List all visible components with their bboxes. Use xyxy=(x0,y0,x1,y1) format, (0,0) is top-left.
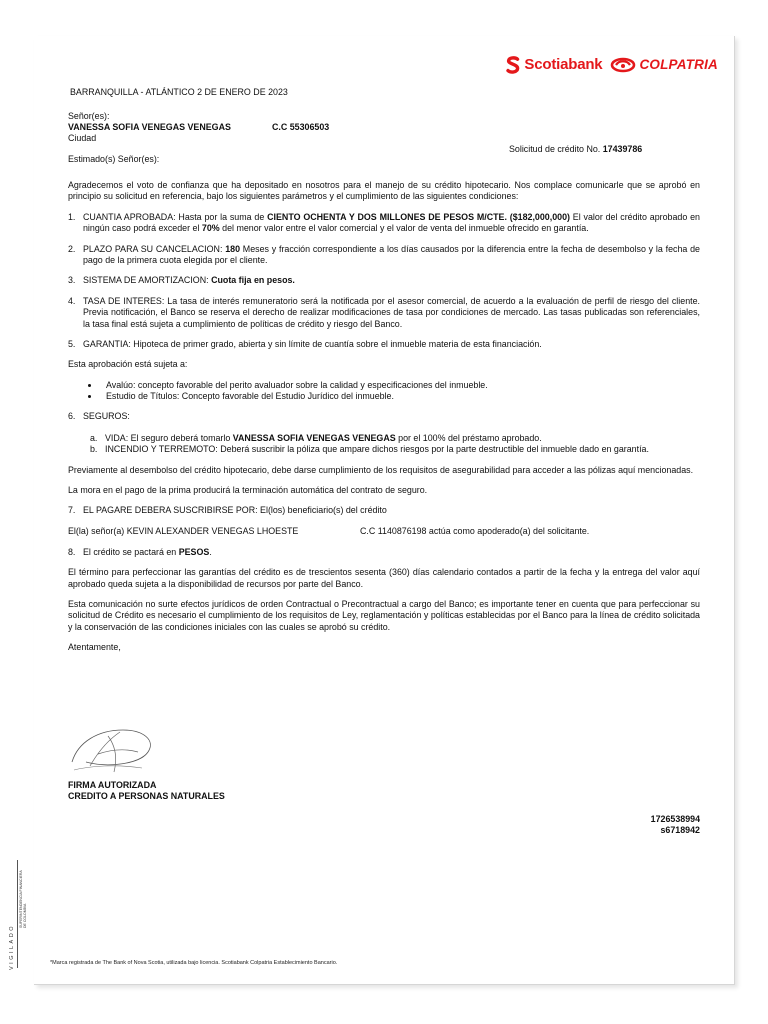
insured-name: VANESSA SOFIA VENEGAS VENEGAS xyxy=(232,432,396,443)
item-tasa xyxy=(68,296,700,330)
credit-request xyxy=(509,144,642,155)
bank-logos xyxy=(506,55,718,74)
attorney-line xyxy=(68,526,700,538)
item-text xyxy=(83,212,700,235)
reference-code: 1726538994 xyxy=(650,814,700,824)
scotiabank-logo xyxy=(506,55,602,74)
seguro-vida xyxy=(68,433,700,444)
item-number: 1. xyxy=(68,211,76,222)
list-item: • Avalúo: concepto favorable del perito avaluador sobre la calidad y especificaciones del inmueble. xyxy=(100,380,700,391)
item-plazo xyxy=(68,244,700,267)
text: PLAZO PARA SU CANCELACION: xyxy=(83,243,226,254)
scotiabank-s-icon xyxy=(506,56,520,74)
item-seguros xyxy=(68,411,700,422)
text: por el 100% del préstamo aprobado. xyxy=(395,432,542,443)
greeting: Estimado(s) Señor(es): xyxy=(68,154,160,164)
approval-subject: Esta aprobación está sujeta a: xyxy=(68,359,188,370)
text: del menor valor entre el valor comercial y el valor de venta del inmueble ofrecido en garantía. xyxy=(219,223,589,234)
percentage: 70% xyxy=(201,223,220,234)
item-letter: a. xyxy=(90,432,98,443)
text: VIDA: El seguro deberá tomarlo xyxy=(105,432,233,443)
item-number: 3. xyxy=(68,275,76,286)
list-item: • Estudio de Títulos: Concepto favorable del Estudio Jurídico del inmueble. xyxy=(100,391,700,402)
seguro-incendio xyxy=(68,444,700,455)
paragraph-termino: El término para perfeccionar las garantías del crédito es de trescientos sesenta (360) días calendario contados a partir de la fecha y la entrega del valor aquí aprobado queda sujeta a la disponibilidad de recursos por parte del Banco. xyxy=(68,567,700,589)
colpatria-wordmark: COLPATRIA xyxy=(639,56,718,72)
text: SISTEMA DE AMORTIZACION: xyxy=(83,275,212,286)
text: . xyxy=(209,546,212,557)
superfin-line: SUPERINTENDENCIA FINANCIERA xyxy=(19,870,23,928)
reference-codes xyxy=(651,814,700,837)
scotiabank-wordmark: Scotiabank xyxy=(524,56,603,73)
item-text: GARANTIA: Hipoteca de primer grado, abierta y sin límite de cuantía sobre el inmueble materia de esta financiación. xyxy=(83,338,542,349)
vigilado-mark: VIGILADO xyxy=(9,924,15,970)
item-letter: b. xyxy=(90,444,98,455)
item-number: 5. xyxy=(68,338,76,349)
text: El crédito se pactará en xyxy=(83,546,179,557)
letter-body xyxy=(68,180,700,654)
reference-code: s6718942 xyxy=(660,825,700,836)
item-garantia xyxy=(68,339,700,350)
item-cuantia xyxy=(68,212,700,235)
text: Meses y fracción correspondiente a los días causados por la diferencia entre la fecha de desembolso y la fecha de pago de la primera cuota elegida por el cliente. xyxy=(83,243,700,265)
item-number: 6. xyxy=(68,411,76,422)
item-number: 4. xyxy=(68,295,76,306)
text: El valor del crédito aprobado en ningún caso podrá exceder el xyxy=(83,211,700,234)
superfin-line: DE COLOMBIA xyxy=(23,903,28,928)
item-text xyxy=(83,244,700,267)
item-number: 2. xyxy=(68,243,76,254)
superfinanciera-mark xyxy=(19,870,27,928)
item-moneda xyxy=(68,547,700,558)
text: CUANTIA APROBADA: Hasta por la suma de xyxy=(83,211,268,222)
item-amortizacion xyxy=(68,275,700,286)
paragraph-mora: La mora en el pago de la prima producirá la terminación automática del contrato de seguro. xyxy=(68,485,428,496)
closing: Atentamente, xyxy=(68,642,121,653)
item-text: EL PAGARE DEBERA SUSCRIBIRSE POR: El(los) beneficiario(s) del crédito xyxy=(83,505,387,516)
credit-request-number: 17439786 xyxy=(602,144,643,154)
item-number: 7. xyxy=(68,505,76,516)
attorney-name: El(la) señor(a) KEVIN ALEXANDER VENEGAS LHOESTE xyxy=(68,525,299,536)
item-text: INCENDIO Y TERREMOTO: Deberá suscribir la póliza que ampare dichos riesgos por la parte destructible del inmueble dado en garantía. xyxy=(105,444,649,455)
place-date: BARRANQUILLA - ATLÁNTICO 2 DE ENERO DE 2023 xyxy=(70,87,288,97)
paragraph-desembolso: Previamente al desembolso del crédito hipotecario, debe darse cumplimiento de los requisitos de asegurabilidad para acceder a las pólizas aquí mencionadas. xyxy=(68,464,694,475)
paragraph-comunicacion: Esta comunicación no surte efectos jurídicos de orden Contractual o Precontractual a cargo del Banco; es importante tener en cuenta que para perfeccionar su solicitud de Crédito es necesario el cumplimiento de los requisitos de Ley, reglamentación y políticas establecidas por el Banco para la línea de crédito solicitada y la conservación de las condiciones iniciales con las cuales se aprobó su crédito. xyxy=(68,598,700,632)
item-text xyxy=(105,433,542,444)
conditions-list xyxy=(68,380,700,403)
item-pagare xyxy=(68,505,700,516)
handwritten-signature xyxy=(68,722,158,782)
item-text xyxy=(83,275,700,286)
footer-note: *Marca registrada de The Bank of Nova Scotia, utilizada bajo licencia. Scotiabank Colpatria Establecimiento Bancario. xyxy=(50,960,338,966)
vigilado-divider xyxy=(17,860,18,968)
item-text: TASA DE INTERES: La tasa de interés remuneratorio será la notificada por el asesor comercial, de acuerdo a la evaluación de perfil de riesgo del cliente. Previa notificación, el Banco se reserva el derecho de realizar modificaciones de tasa por condiciones de mercado. Las tasas publicadas son referenciales, la tasa final está sujeta a cumplimiento de políticas de crédito y riesgo del Banco. xyxy=(83,295,700,329)
addressee-id: C.C 55306503 xyxy=(272,122,330,132)
item-number: 8. xyxy=(68,546,76,557)
colpatria-swirl-icon xyxy=(610,57,636,73)
intro-paragraph: Agradecemos el voto de confianza que ha depositado en nosotros para el manejo de su crédito hipotecario. Nos complace comunicarle que se aprobó en principio su solicitud en referencia, bajo los siguientes parámetros y el cumplimiento de las siguientes condiciones: xyxy=(68,180,700,202)
term-months: 180 xyxy=(225,243,241,254)
credit-request-label: Solicitud de crédito No. xyxy=(509,144,601,154)
item-text xyxy=(83,547,700,558)
amortization-type: Cuota fija en pesos. xyxy=(211,275,295,286)
currency: PESOS xyxy=(178,546,210,557)
item-text: SEGUROS: xyxy=(83,411,130,422)
signature-department: CREDITO A PERSONAS NATURALES xyxy=(68,791,225,801)
attorney-id: C.C 1140876198 actúa como apoderado(a) del solicitante. xyxy=(360,525,590,536)
amount: CIENTO OCHENTA Y DOS MILLONES DE PESOS M/CTE. ($182,000,000) xyxy=(267,211,570,222)
colpatria-logo xyxy=(610,56,718,73)
addressee-salutation: Señor(es): xyxy=(68,111,110,121)
signature-title: FIRMA AUTORIZADA xyxy=(68,780,157,790)
addressee-name: VANESSA SOFIA VENEGAS VENEGAS xyxy=(68,122,231,132)
addressee-city: Ciudad xyxy=(68,133,97,143)
